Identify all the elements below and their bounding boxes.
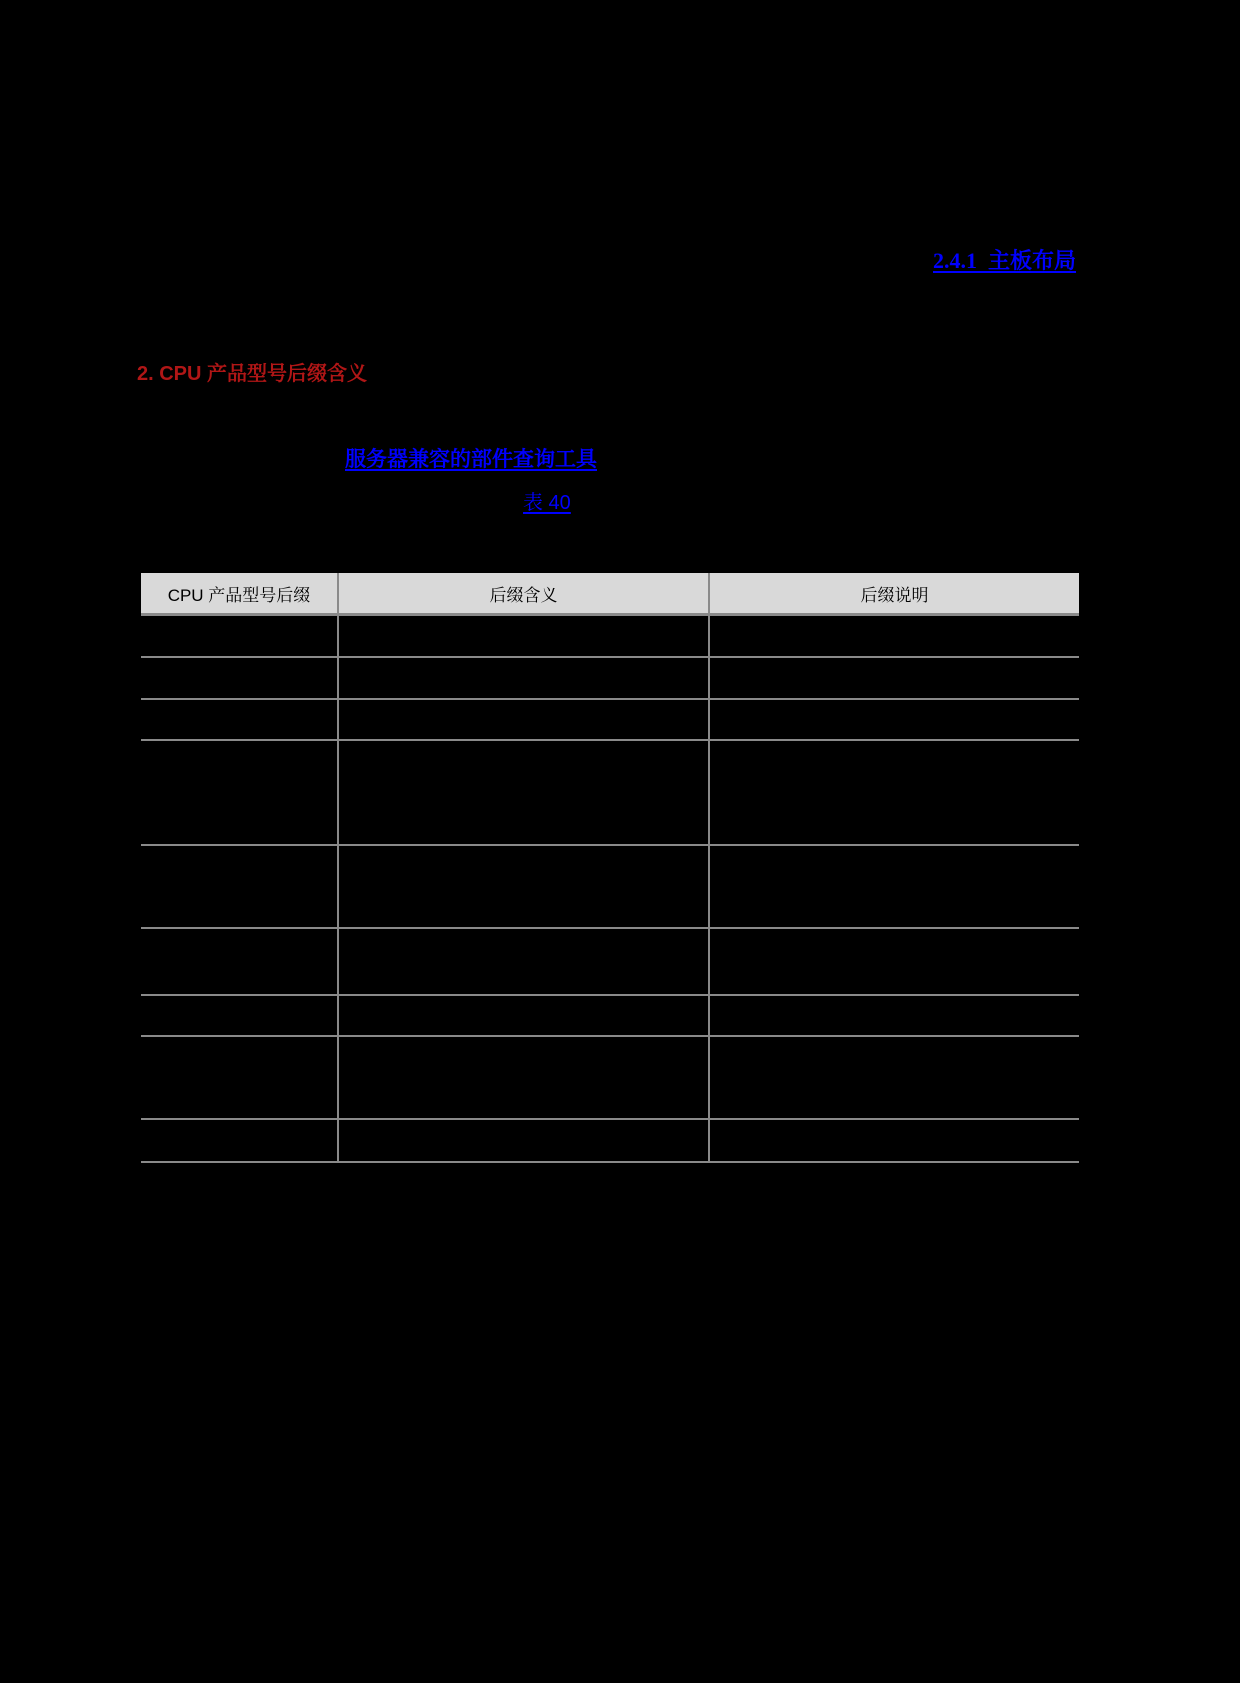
table-cell <box>141 928 338 995</box>
table-cell <box>141 615 338 657</box>
table-cell <box>141 657 338 699</box>
table-40-link[interactable]: 表 40 <box>523 492 571 514</box>
table-cell <box>338 699 709 740</box>
table-cell <box>141 1036 338 1119</box>
table-cell <box>709 1036 1079 1119</box>
table-row <box>141 1036 1079 1119</box>
column-header-suffix-meaning: 后缀含义 <box>338 573 709 615</box>
table-row <box>141 995 1079 1036</box>
table-row <box>141 699 1079 740</box>
table-cell <box>338 1119 709 1162</box>
table-cell <box>709 928 1079 995</box>
table-cell <box>338 1036 709 1119</box>
column-header-suffix-description: 后缀说明 <box>709 573 1079 615</box>
cpu-model-suffix-heading: 2. CPU 产品型号后缀含义 <box>137 363 368 385</box>
table-row <box>141 657 1079 699</box>
table-cell <box>141 699 338 740</box>
table-cell <box>709 699 1079 740</box>
table-cell <box>709 740 1079 845</box>
table-cell <box>141 740 338 845</box>
table-row <box>141 1119 1079 1162</box>
table-cell <box>338 740 709 845</box>
section-2-4-1-motherboard-layout-link[interactable]: 2.4.1 主板布局 <box>933 248 1077 273</box>
table-cell <box>709 657 1079 699</box>
table-cell <box>709 995 1079 1036</box>
table-header-row <box>141 573 1079 615</box>
table-cell <box>338 995 709 1036</box>
table-row <box>141 845 1079 928</box>
column-header-cpu-suffix: CPU 产品型号后缀 <box>141 573 338 615</box>
table-row <box>141 615 1079 657</box>
table-cell <box>709 1119 1079 1162</box>
table-cell <box>141 1119 338 1162</box>
cpu-suffix-table <box>141 573 1079 1163</box>
cpu-suffix-table-grid <box>141 573 1079 1163</box>
table-cell <box>709 845 1079 928</box>
table-cell <box>338 928 709 995</box>
table-cell <box>709 615 1079 657</box>
table-row <box>141 740 1079 845</box>
table-cell <box>338 615 709 657</box>
table-cell <box>338 657 709 699</box>
server-compatible-parts-query-tool-link[interactable]: 服务器兼容的部件查询工具 <box>345 447 597 471</box>
table-row <box>141 928 1079 995</box>
table-cell <box>141 995 338 1036</box>
table-cell <box>141 845 338 928</box>
table-cell <box>338 845 709 928</box>
